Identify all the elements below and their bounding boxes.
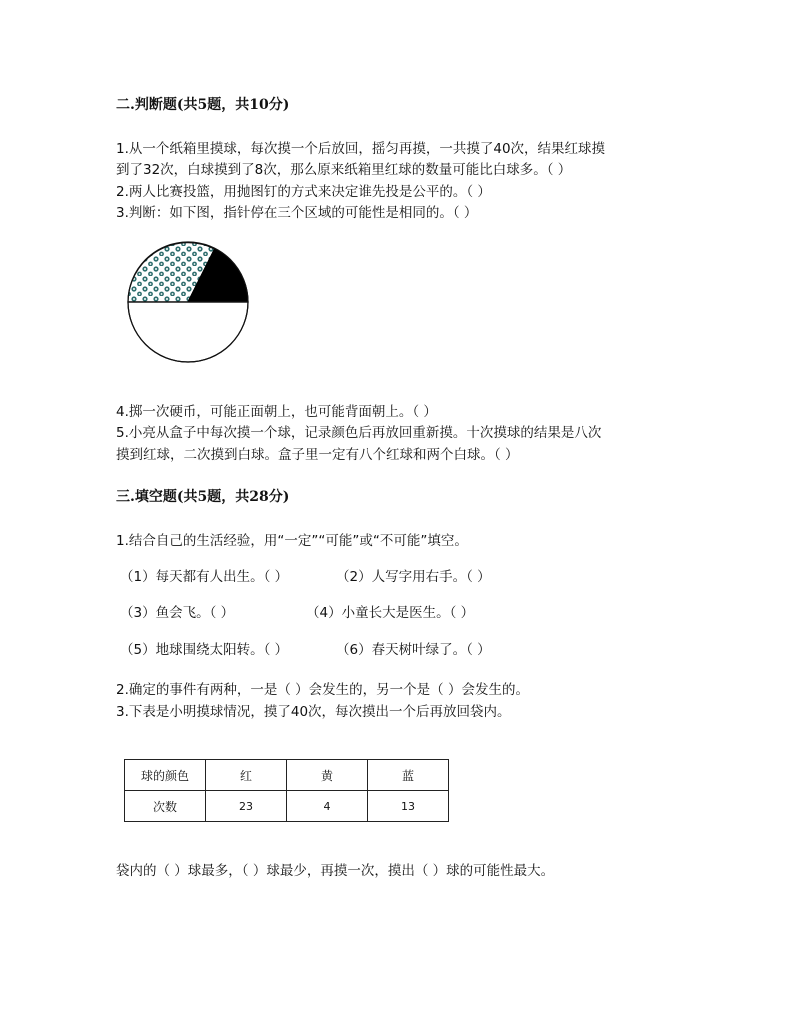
table-row (125, 791, 449, 822)
fill-q3: 3.下表是小明摸球情况，摸了40次，每次摸出一个后再放回袋内。 (116, 704, 511, 720)
section-3-heading: 三.填空题(共5题，共28分) (116, 489, 290, 505)
fill-q1-item-1: （1）每天都有人出生。（ ） (120, 569, 289, 585)
table-cell: 红 (206, 760, 287, 791)
table-row (125, 760, 449, 791)
spinner-figure (120, 236, 256, 368)
table-cell: 球的颜色 (125, 760, 206, 791)
spinner-white-region (128, 302, 248, 362)
table-cell: 蓝 (368, 760, 449, 791)
judge-q1-line1: 1.从一个纸箱里摸球，每次摸一个后放回，摇匀再摸，一共摸了40次，结果红球摸 (116, 141, 606, 157)
fill-q1-item-2: （2）人写字用右手。（ ） (336, 569, 491, 585)
fill-q1-item-6: （6）春天树叶绿了。（ ） (336, 642, 491, 658)
fill-q3-tail: 袋内的（ ）球最多，（ ）球最少，再摸一次，摸出（ ）球的可能性最大。 (116, 863, 555, 879)
fill-q1: 1.结合自己的生活经验，用“一定”“可能”或“不可能”填空。 (116, 533, 468, 549)
fill-q2: 2.确定的事件有两种，一是（ ）会发生的，另一个是（ ）会发生的。 (116, 682, 529, 698)
judge-q3: 3.判断：如下图，指针停在三个区域的可能性是相同的。（ ） (116, 205, 478, 221)
judge-q2: 2.两人比赛投篮，用抛图钉的方式来决定谁先投是公平的。（ ） (116, 184, 491, 200)
section-2-heading: 二.判断题(共5题，共10分) (116, 97, 290, 113)
fill-q1-item-5: （5）地球围绕太阳转。（ ） (120, 642, 289, 658)
table-cell: 黄 (287, 760, 368, 791)
table-cell: 13 (368, 791, 449, 822)
ball-tally-table (124, 759, 449, 822)
table-cell: 次数 (125, 791, 206, 822)
judge-q5-line2: 摸到红球，二次摸到白球。盒子里一定有八个红球和两个白球。（ ） (116, 447, 519, 463)
table-cell: 23 (206, 791, 287, 822)
fill-q1-item-3: （3）鱼会飞。（ ） (120, 605, 235, 621)
fill-q1-item-4: （4）小童长大是医生。（ ） (306, 605, 475, 621)
judge-q4: 4.掷一次硬币，可能正面朝上，也可能背面朝上。（ ） (116, 404, 437, 420)
judge-q1-line2: 到了32次，白球摸到了8次，那么原来纸箱里红球的数量可能比白球多。（ ） (116, 162, 572, 178)
judge-q5-line1: 5.小亮从盒子中每次摸一个球，记录颜色后再放回重新摸。十次摸球的结果是八次 (116, 425, 602, 441)
table-cell: 4 (287, 791, 368, 822)
